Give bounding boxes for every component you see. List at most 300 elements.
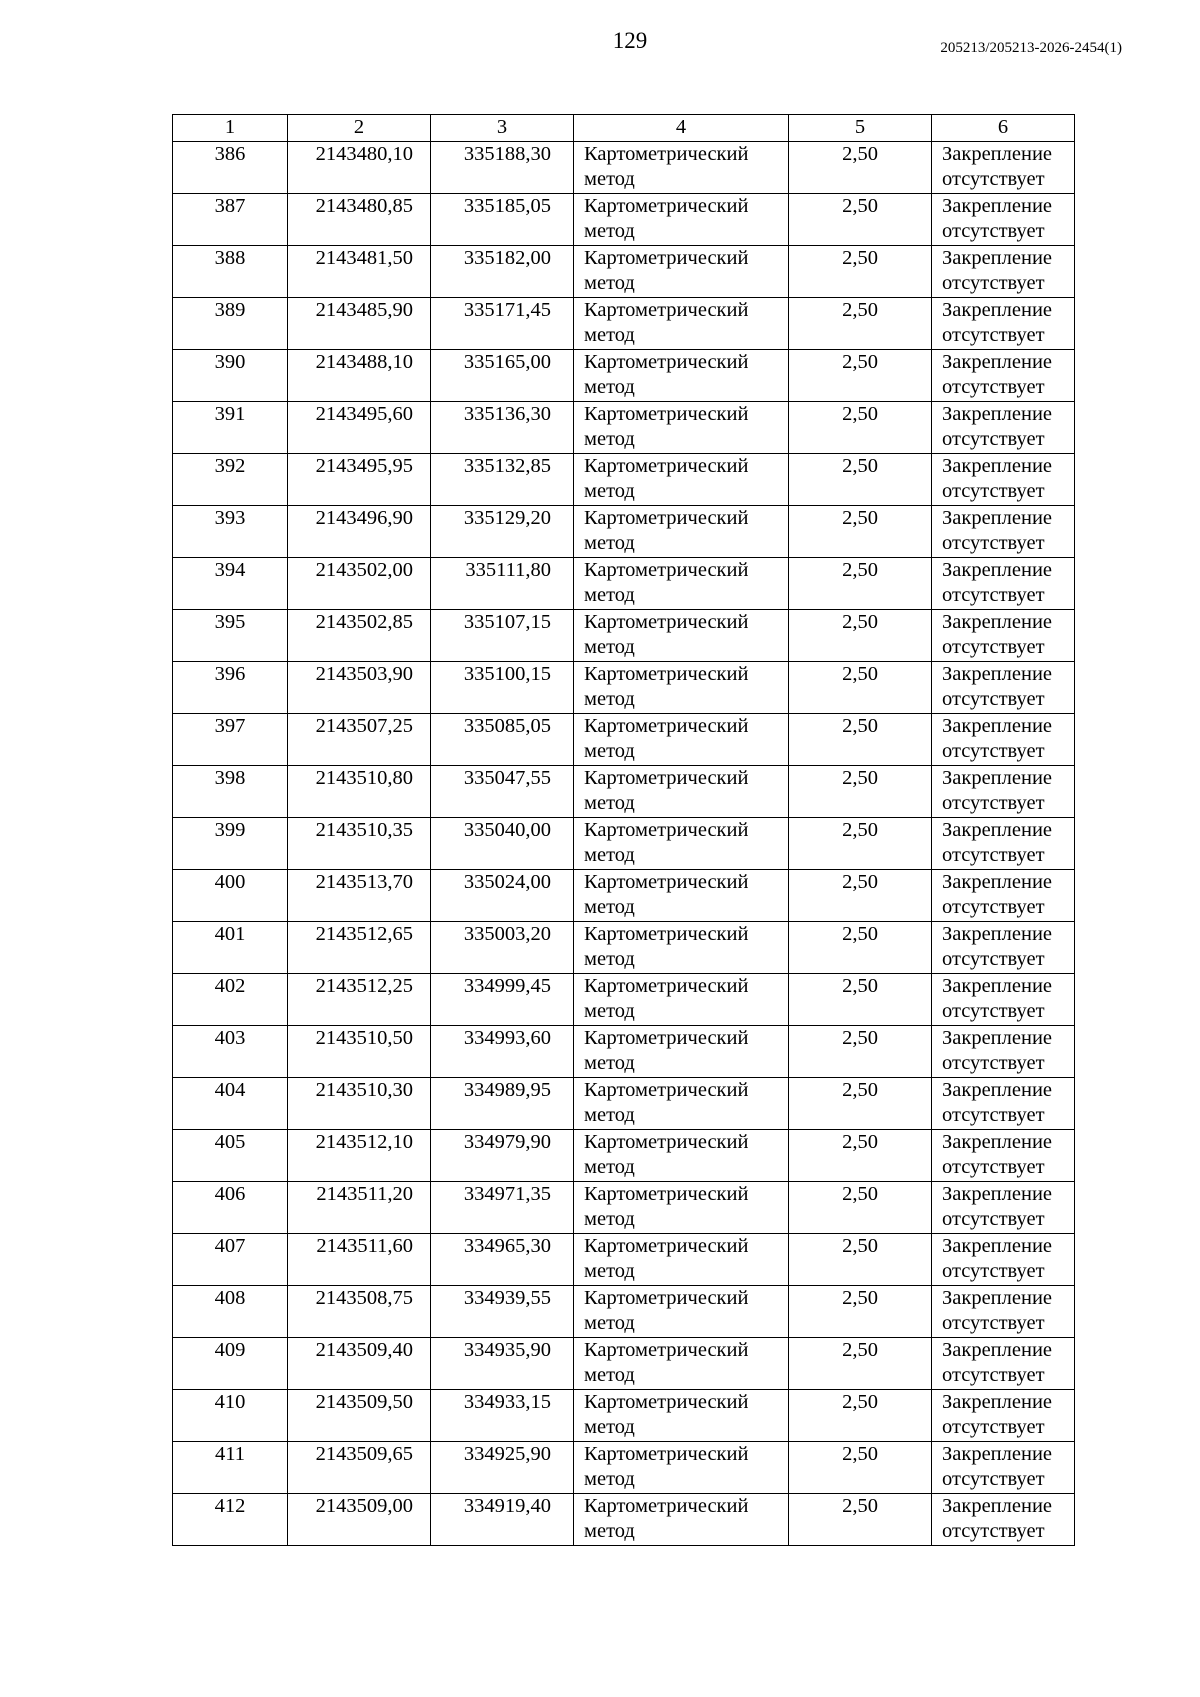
accuracy-cell bbox=[789, 454, 932, 506]
method-cell-text: метод bbox=[584, 1156, 635, 1178]
fixation-cell-text: отсутствует bbox=[942, 1000, 1045, 1022]
fixation-cell-text: отсутствует bbox=[942, 792, 1045, 814]
fixation-cell-text: Закрепление bbox=[942, 403, 1053, 425]
fixation-cell-text: отсутствует bbox=[942, 532, 1045, 554]
table-row bbox=[173, 1442, 1075, 1494]
x-coordinate-cell bbox=[288, 1026, 431, 1078]
method-cell-text: Картометрический bbox=[584, 1443, 749, 1465]
x-coordinate-cell bbox=[288, 714, 431, 766]
method-cell bbox=[574, 298, 789, 350]
accuracy-cell-text: 2,50 bbox=[842, 403, 878, 425]
method-cell-text: метод bbox=[584, 740, 635, 762]
y-coordinate-cell bbox=[431, 1442, 574, 1494]
method-cell-text: метод bbox=[584, 168, 635, 190]
page-number: 129 bbox=[612, 28, 648, 53]
method-cell bbox=[574, 1234, 789, 1286]
table-row bbox=[173, 610, 1075, 662]
point-number-cell bbox=[173, 1390, 288, 1442]
fixation-cell-text: отсутствует bbox=[942, 324, 1045, 346]
accuracy-cell bbox=[789, 402, 932, 454]
x-coordinate-cell bbox=[288, 1078, 431, 1130]
fixation-cell-text: отсутствует bbox=[942, 1208, 1045, 1230]
method-cell-text: метод bbox=[584, 532, 635, 554]
method-cell bbox=[574, 766, 789, 818]
method-cell-text: Картометрический bbox=[584, 1235, 749, 1257]
y-coordinate-cell bbox=[431, 1026, 574, 1078]
x-coordinate-cell-text: 2143495,95 bbox=[315, 455, 413, 477]
accuracy-cell-text: 2,50 bbox=[842, 871, 878, 893]
method-cell bbox=[574, 1130, 789, 1182]
x-coordinate-cell-text: 2143512,65 bbox=[315, 923, 413, 945]
table-row bbox=[173, 142, 1075, 194]
method-cell bbox=[574, 142, 789, 194]
x-coordinate-cell-text: 2143507,25 bbox=[315, 715, 413, 737]
fixation-cell-text: Закрепление bbox=[942, 871, 1053, 893]
accuracy-cell-text: 2,50 bbox=[842, 247, 878, 269]
y-coordinate-cell bbox=[431, 298, 574, 350]
method-cell bbox=[574, 454, 789, 506]
x-coordinate-cell bbox=[288, 142, 431, 194]
method-cell bbox=[574, 1078, 789, 1130]
method-cell-text: Картометрический bbox=[584, 871, 749, 893]
fixation-cell-text: Закрепление bbox=[942, 1183, 1053, 1205]
fixation-cell-text: отсутствует bbox=[942, 1156, 1045, 1178]
y-coordinate-cell-text: 334989,95 bbox=[463, 1079, 551, 1101]
fixation-cell-text: отсутствует bbox=[942, 1416, 1045, 1438]
y-coordinate-cell-text: 334935,90 bbox=[463, 1339, 551, 1361]
y-coordinate-cell-text: 335100,15 bbox=[463, 663, 551, 685]
table-body bbox=[173, 142, 1075, 1546]
fixation-cell-text: Закрепление bbox=[942, 1495, 1053, 1517]
point-number-cell bbox=[173, 1130, 288, 1182]
accuracy-cell-text: 2,50 bbox=[842, 923, 878, 945]
point-number-cell-text: 406 bbox=[214, 1183, 246, 1205]
y-coordinate-cell-text: 335171,45 bbox=[463, 299, 551, 321]
table-row bbox=[173, 454, 1075, 506]
method-cell-text: метод bbox=[584, 844, 635, 866]
x-coordinate-cell-text: 2143510,35 bbox=[315, 819, 413, 841]
method-cell-text: метод bbox=[584, 1520, 635, 1542]
y-coordinate-cell bbox=[431, 974, 574, 1026]
accuracy-cell bbox=[789, 246, 932, 298]
fixation-cell-text: отсутствует bbox=[942, 1312, 1045, 1334]
y-coordinate-cell bbox=[431, 1234, 574, 1286]
fixation-cell-text: Закрепление bbox=[942, 715, 1053, 737]
accuracy-cell bbox=[789, 1390, 932, 1442]
fixation-cell bbox=[932, 1390, 1075, 1442]
fixation-cell-text: Закрепление bbox=[942, 975, 1053, 997]
x-coordinate-cell-text: 2143495,60 bbox=[315, 403, 413, 425]
point-number-cell bbox=[173, 246, 288, 298]
table-row bbox=[173, 194, 1075, 246]
y-coordinate-cell bbox=[431, 766, 574, 818]
table-row bbox=[173, 1390, 1075, 1442]
fixation-cell bbox=[932, 1286, 1075, 1338]
table-row bbox=[173, 1078, 1075, 1130]
y-coordinate-cell-text: 335047,55 bbox=[463, 767, 551, 789]
fixation-cell-text: Закрепление bbox=[942, 195, 1053, 217]
document-id: 205213/205213-2026-2454(1) bbox=[940, 40, 1122, 56]
y-coordinate-cell bbox=[431, 506, 574, 558]
method-cell-text: Картометрический bbox=[584, 1495, 749, 1517]
table-row bbox=[173, 350, 1075, 402]
x-coordinate-cell bbox=[288, 1338, 431, 1390]
point-number-cell bbox=[173, 610, 288, 662]
fixation-cell bbox=[932, 506, 1075, 558]
column-header: 4 bbox=[574, 115, 789, 142]
y-coordinate-cell-text: 334939,55 bbox=[463, 1287, 551, 1309]
accuracy-cell bbox=[789, 610, 932, 662]
accuracy-cell-text: 2,50 bbox=[842, 611, 878, 633]
point-number-cell bbox=[173, 974, 288, 1026]
point-number-cell-text: 398 bbox=[214, 767, 246, 789]
method-cell bbox=[574, 662, 789, 714]
method-cell-text: Картометрический bbox=[584, 143, 749, 165]
point-number-cell bbox=[173, 1494, 288, 1546]
fixation-cell-text: отсутствует bbox=[942, 480, 1045, 502]
x-coordinate-cell bbox=[288, 454, 431, 506]
fixation-cell bbox=[932, 350, 1075, 402]
fixation-cell-text: Закрепление bbox=[942, 1027, 1053, 1049]
method-cell-text: Картометрический bbox=[584, 455, 749, 477]
x-coordinate-cell bbox=[288, 350, 431, 402]
fixation-cell-text: Закрепление bbox=[942, 455, 1053, 477]
point-number-cell bbox=[173, 1026, 288, 1078]
x-coordinate-cell-text: 2143496,90 bbox=[315, 507, 413, 529]
fixation-cell bbox=[932, 558, 1075, 610]
x-coordinate-cell-text: 2143512,10 bbox=[315, 1131, 413, 1153]
point-number-cell bbox=[173, 1338, 288, 1390]
accuracy-cell-text: 2,50 bbox=[842, 195, 878, 217]
y-coordinate-cell bbox=[431, 454, 574, 506]
table-row bbox=[173, 974, 1075, 1026]
method-cell-text: метод bbox=[584, 480, 635, 502]
accuracy-cell bbox=[789, 194, 932, 246]
y-coordinate-cell-text: 335188,30 bbox=[463, 143, 551, 165]
fixation-cell bbox=[932, 766, 1075, 818]
point-number-cell-text: 397 bbox=[214, 715, 246, 737]
table-row bbox=[173, 662, 1075, 714]
y-coordinate-cell-text: 335024,00 bbox=[463, 871, 551, 893]
fixation-cell bbox=[932, 662, 1075, 714]
x-coordinate-cell bbox=[288, 246, 431, 298]
method-cell-text: Картометрический bbox=[584, 767, 749, 789]
method-cell-text: метод bbox=[584, 1364, 635, 1386]
x-coordinate-cell-text: 2143512,25 bbox=[315, 975, 413, 997]
fixation-cell bbox=[932, 1234, 1075, 1286]
accuracy-cell-text: 2,50 bbox=[842, 1079, 878, 1101]
column-header: 5 bbox=[789, 115, 932, 142]
method-cell bbox=[574, 870, 789, 922]
method-cell bbox=[574, 1182, 789, 1234]
y-coordinate-cell bbox=[431, 1078, 574, 1130]
fixation-cell-text: Закрепление bbox=[942, 1131, 1053, 1153]
y-coordinate-cell bbox=[431, 1182, 574, 1234]
fixation-cell-text: отсутствует bbox=[942, 1104, 1045, 1126]
fixation-cell bbox=[932, 1494, 1075, 1546]
x-coordinate-cell-text: 2143510,50 bbox=[315, 1027, 413, 1049]
point-number-cell-text: 394 bbox=[214, 559, 246, 581]
table-row bbox=[173, 1234, 1075, 1286]
y-coordinate-cell bbox=[431, 714, 574, 766]
point-number-cell bbox=[173, 350, 288, 402]
accuracy-cell bbox=[789, 714, 932, 766]
fixation-cell-text: отсутствует bbox=[942, 220, 1045, 242]
accuracy-cell bbox=[789, 350, 932, 402]
y-coordinate-cell bbox=[431, 194, 574, 246]
accuracy-cell-text: 2,50 bbox=[842, 1339, 878, 1361]
table-row bbox=[173, 818, 1075, 870]
method-cell-text: Картометрический bbox=[584, 1131, 749, 1153]
table-header-row bbox=[173, 115, 1075, 142]
y-coordinate-cell bbox=[431, 870, 574, 922]
table-row bbox=[173, 402, 1075, 454]
accuracy-cell bbox=[789, 1234, 932, 1286]
method-cell-text: Картометрический bbox=[584, 819, 749, 841]
method-cell-text: Картометрический bbox=[584, 1339, 749, 1361]
fixation-cell-text: отсутствует bbox=[942, 688, 1045, 710]
y-coordinate-cell-text: 335040,00 bbox=[463, 819, 551, 841]
method-cell bbox=[574, 1442, 789, 1494]
fixation-cell bbox=[932, 246, 1075, 298]
fixation-cell-text: Закрепление bbox=[942, 819, 1053, 841]
x-coordinate-cell bbox=[288, 610, 431, 662]
method-cell bbox=[574, 922, 789, 974]
fixation-cell-text: Закрепление bbox=[942, 1443, 1053, 1465]
table-row bbox=[173, 246, 1075, 298]
accuracy-cell bbox=[789, 766, 932, 818]
method-cell-text: Картометрический bbox=[584, 663, 749, 685]
fixation-cell-text: Закрепление bbox=[942, 559, 1053, 581]
method-cell-text: метод bbox=[584, 948, 635, 970]
point-number-cell-text: 412 bbox=[214, 1495, 246, 1517]
x-coordinate-cell-text: 2143502,00 bbox=[315, 559, 413, 581]
fixation-cell-text: Закрепление bbox=[942, 767, 1053, 789]
accuracy-cell bbox=[789, 922, 932, 974]
method-cell-text: Картометрический bbox=[584, 299, 749, 321]
x-coordinate-cell bbox=[288, 870, 431, 922]
method-cell-text: Картометрический bbox=[584, 403, 749, 425]
accuracy-cell-text: 2,50 bbox=[842, 507, 878, 529]
x-coordinate-cell-text: 2143510,80 bbox=[315, 767, 413, 789]
point-number-cell bbox=[173, 1182, 288, 1234]
accuracy-cell bbox=[789, 1442, 932, 1494]
point-number-cell-text: 396 bbox=[214, 663, 246, 685]
method-cell-text: Картометрический bbox=[584, 1079, 749, 1101]
x-coordinate-cell-text: 2143513,70 bbox=[315, 871, 413, 893]
method-cell-text: Картометрический bbox=[584, 923, 749, 945]
y-coordinate-cell bbox=[431, 610, 574, 662]
point-number-cell-text: 404 bbox=[214, 1079, 246, 1101]
fixation-cell-text: Закрепление bbox=[942, 143, 1053, 165]
point-number-cell-text: 407 bbox=[214, 1235, 246, 1257]
y-coordinate-cell-text: 334993,60 bbox=[463, 1027, 551, 1049]
fixation-cell-text: отсутствует bbox=[942, 948, 1045, 970]
method-cell-text: метод bbox=[584, 1052, 635, 1074]
method-cell-text: метод bbox=[584, 428, 635, 450]
method-cell bbox=[574, 506, 789, 558]
point-number-cell-text: 393 bbox=[214, 507, 246, 529]
fixation-cell bbox=[932, 1078, 1075, 1130]
fixation-cell-text: отсутствует bbox=[942, 1364, 1045, 1386]
table-row bbox=[173, 1026, 1075, 1078]
y-coordinate-cell-text: 335129,20 bbox=[463, 507, 551, 529]
accuracy-cell-text: 2,50 bbox=[842, 299, 878, 321]
accuracy-cell-text: 2,50 bbox=[842, 663, 878, 685]
table-row bbox=[173, 870, 1075, 922]
x-coordinate-cell-text: 2143508,75 bbox=[315, 1287, 413, 1309]
x-coordinate-cell-text: 2143511,60 bbox=[316, 1235, 413, 1257]
accuracy-cell bbox=[789, 870, 932, 922]
y-coordinate-cell-text: 335085,05 bbox=[463, 715, 551, 737]
accuracy-cell-text: 2,50 bbox=[842, 715, 878, 737]
fixation-cell-text: отсутствует bbox=[942, 584, 1045, 606]
x-coordinate-cell bbox=[288, 1494, 431, 1546]
table-row bbox=[173, 1130, 1075, 1182]
y-coordinate-cell-text: 335132,85 bbox=[463, 455, 551, 477]
method-cell-text: метод bbox=[584, 636, 635, 658]
method-cell bbox=[574, 714, 789, 766]
method-cell-text: метод bbox=[584, 324, 635, 346]
y-coordinate-cell bbox=[431, 922, 574, 974]
method-cell-text: Картометрический bbox=[584, 715, 749, 737]
table-row bbox=[173, 922, 1075, 974]
y-coordinate-cell-text: 334965,30 bbox=[463, 1235, 551, 1257]
x-coordinate-cell bbox=[288, 1130, 431, 1182]
accuracy-cell-text: 2,50 bbox=[842, 1495, 878, 1517]
fixation-cell-text: отсутствует bbox=[942, 844, 1045, 866]
method-cell bbox=[574, 610, 789, 662]
column-header: 3 bbox=[431, 115, 574, 142]
point-number-cell-text: 386 bbox=[214, 143, 246, 165]
accuracy-cell-text: 2,50 bbox=[842, 1183, 878, 1205]
x-coordinate-cell-text: 2143488,10 bbox=[315, 351, 413, 373]
point-number-cell bbox=[173, 662, 288, 714]
fixation-cell-text: Закрепление bbox=[942, 1339, 1053, 1361]
method-cell bbox=[574, 246, 789, 298]
x-coordinate-cell-text: 2143509,50 bbox=[315, 1391, 413, 1413]
point-number-cell bbox=[173, 1286, 288, 1338]
coordinates-table bbox=[172, 114, 1075, 1546]
accuracy-cell bbox=[789, 558, 932, 610]
point-number-cell bbox=[173, 1442, 288, 1494]
point-number-cell bbox=[173, 1234, 288, 1286]
method-cell bbox=[574, 402, 789, 454]
fixation-cell-text: отсутствует bbox=[942, 376, 1045, 398]
accuracy-cell-text: 2,50 bbox=[842, 767, 878, 789]
y-coordinate-cell-text: 335165,00 bbox=[463, 351, 551, 373]
x-coordinate-cell-text: 2143481,50 bbox=[315, 247, 413, 269]
x-coordinate-cell bbox=[288, 1390, 431, 1442]
method-cell bbox=[574, 558, 789, 610]
point-number-cell-text: 400 bbox=[214, 871, 246, 893]
point-number-cell-text: 390 bbox=[214, 351, 246, 373]
fixation-cell-text: отсутствует bbox=[942, 636, 1045, 658]
method-cell-text: метод bbox=[584, 272, 635, 294]
method-cell-text: Картометрический bbox=[584, 1183, 749, 1205]
y-coordinate-cell bbox=[431, 1130, 574, 1182]
y-coordinate-cell-text: 334925,90 bbox=[463, 1443, 551, 1465]
method-cell bbox=[574, 1286, 789, 1338]
x-coordinate-cell-text: 2143511,20 bbox=[316, 1183, 413, 1205]
point-number-cell bbox=[173, 870, 288, 922]
accuracy-cell-text: 2,50 bbox=[842, 819, 878, 841]
fixation-cell-text: Закрепление bbox=[942, 1235, 1053, 1257]
fixation-cell-text: отсутствует bbox=[942, 1052, 1045, 1074]
method-cell-text: Картометрический bbox=[584, 1027, 749, 1049]
point-number-cell-text: 387 bbox=[214, 195, 246, 217]
fixation-cell-text: Закрепление bbox=[942, 351, 1053, 373]
method-cell-text: Картометрический bbox=[584, 195, 749, 217]
accuracy-cell bbox=[789, 142, 932, 194]
fixation-cell-text: отсутствует bbox=[942, 740, 1045, 762]
method-cell-text: метод bbox=[584, 584, 635, 606]
point-number-cell-text: 405 bbox=[214, 1131, 246, 1153]
table-row bbox=[173, 1286, 1075, 1338]
method-cell-text: Картометрический bbox=[584, 351, 749, 373]
method-cell bbox=[574, 1338, 789, 1390]
fixation-cell-text: отсутствует bbox=[942, 428, 1045, 450]
fixation-cell bbox=[932, 142, 1075, 194]
x-coordinate-cell bbox=[288, 298, 431, 350]
accuracy-cell-text: 2,50 bbox=[842, 1027, 878, 1049]
y-coordinate-cell bbox=[431, 142, 574, 194]
fixation-cell-text: Закрепление bbox=[942, 1079, 1053, 1101]
point-number-cell-text: 411 bbox=[215, 1443, 245, 1465]
fixation-cell bbox=[932, 1026, 1075, 1078]
x-coordinate-cell-text: 2143480,10 bbox=[315, 143, 413, 165]
method-cell-text: метод bbox=[584, 1312, 635, 1334]
method-cell-text: Картометрический bbox=[584, 611, 749, 633]
x-coordinate-cell-text: 2143509,00 bbox=[315, 1495, 413, 1517]
y-coordinate-cell bbox=[431, 558, 574, 610]
point-number-cell-text: 409 bbox=[214, 1339, 246, 1361]
x-coordinate-cell bbox=[288, 1286, 431, 1338]
column-header: 6 bbox=[932, 115, 1075, 142]
method-cell-text: метод bbox=[584, 220, 635, 242]
point-number-cell-text: 410 bbox=[214, 1391, 246, 1413]
fixation-cell-text: отсутствует bbox=[942, 272, 1045, 294]
accuracy-cell bbox=[789, 1338, 932, 1390]
table-row bbox=[173, 506, 1075, 558]
x-coordinate-cell bbox=[288, 1234, 431, 1286]
point-number-cell bbox=[173, 142, 288, 194]
method-cell bbox=[574, 194, 789, 246]
x-coordinate-cell-text: 2143503,90 bbox=[315, 663, 413, 685]
fixation-cell-text: Закрепление bbox=[942, 611, 1053, 633]
point-number-cell-text: 388 bbox=[214, 247, 246, 269]
column-header: 1 bbox=[173, 115, 288, 142]
y-coordinate-cell-text: 335111,80 bbox=[465, 559, 551, 581]
fixation-cell bbox=[932, 974, 1075, 1026]
table-row bbox=[173, 714, 1075, 766]
method-cell-text: метод bbox=[584, 1208, 635, 1230]
accuracy-cell-text: 2,50 bbox=[842, 1287, 878, 1309]
x-coordinate-cell bbox=[288, 1182, 431, 1234]
method-cell-text: метод bbox=[584, 1104, 635, 1126]
method-cell bbox=[574, 350, 789, 402]
y-coordinate-cell-text: 335182,00 bbox=[463, 247, 551, 269]
accuracy-cell bbox=[789, 1078, 932, 1130]
column-header: 2 bbox=[288, 115, 431, 142]
fixation-cell bbox=[932, 298, 1075, 350]
point-number-cell bbox=[173, 1078, 288, 1130]
x-coordinate-cell bbox=[288, 922, 431, 974]
accuracy-cell-text: 2,50 bbox=[842, 975, 878, 997]
x-coordinate-cell bbox=[288, 818, 431, 870]
y-coordinate-cell-text: 335136,30 bbox=[463, 403, 551, 425]
y-coordinate-cell-text: 334919,40 bbox=[463, 1495, 551, 1517]
